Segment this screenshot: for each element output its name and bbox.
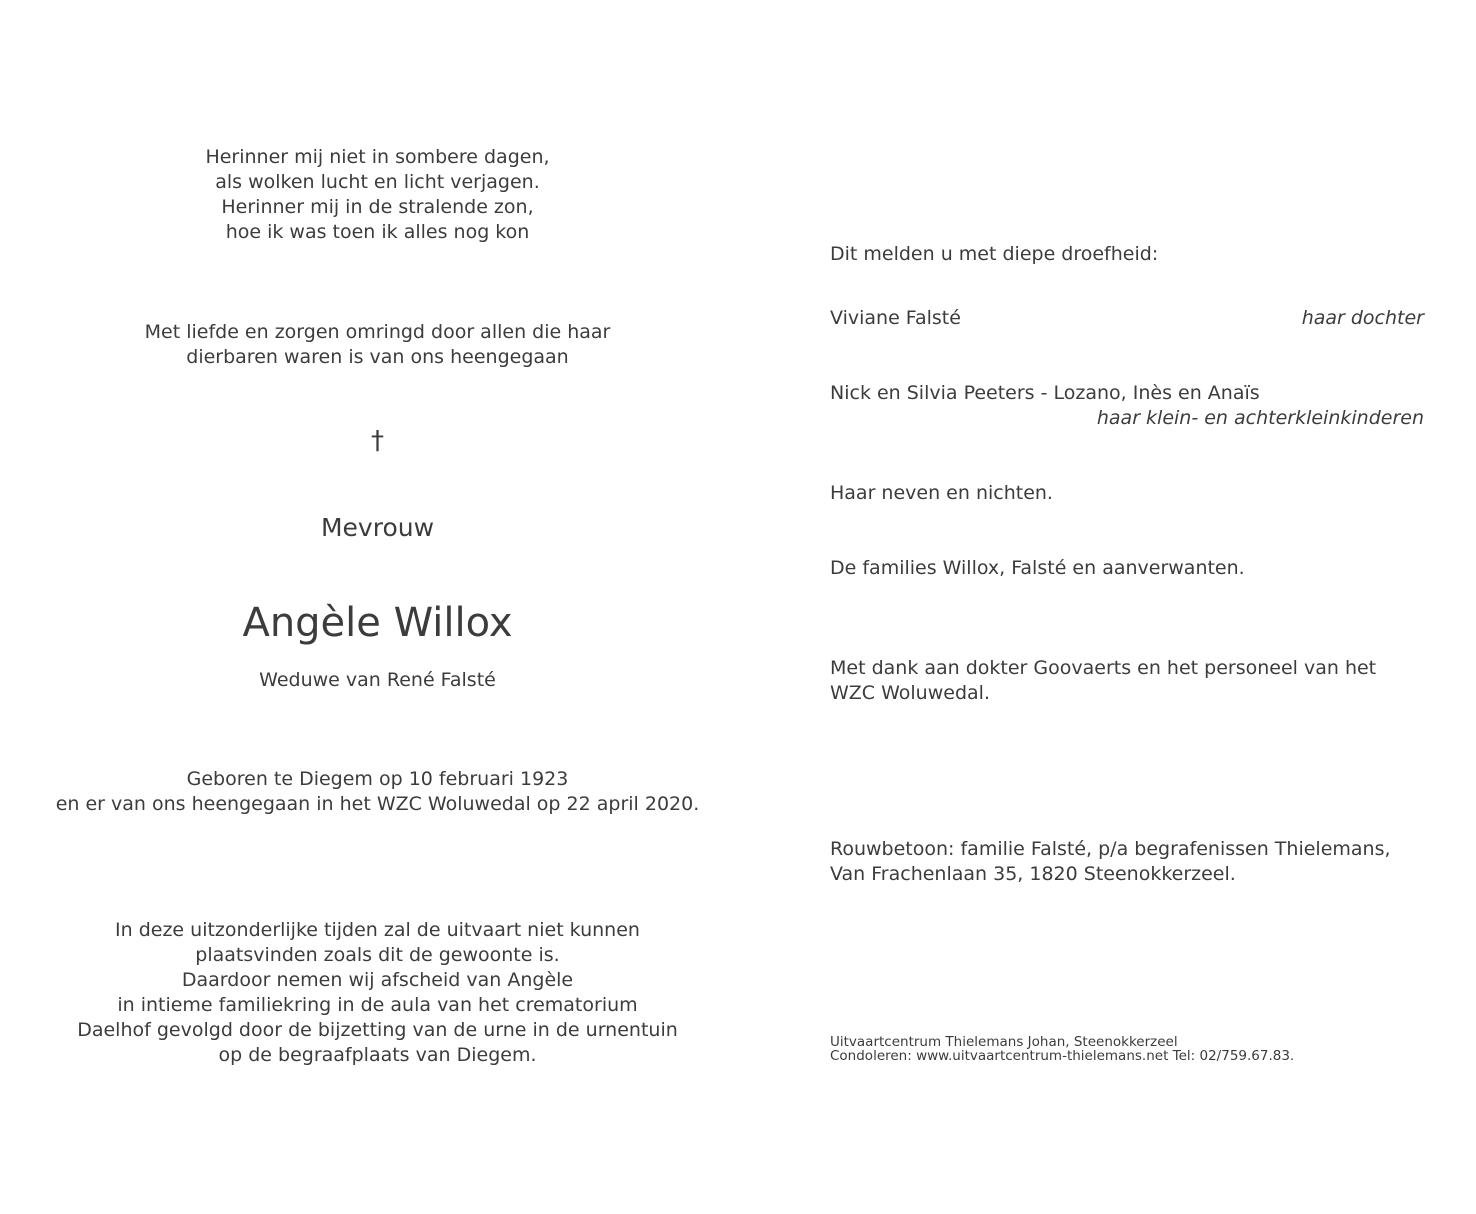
- mourner-name: Viviane Falsté: [830, 307, 961, 329]
- announcement: Dit melden u met diepe droefheid:: [830, 243, 1159, 265]
- condolence-address: [830, 837, 1424, 887]
- mourner-relation: haar klein- en achterkleinkinderen: [1096, 407, 1424, 429]
- funeral-home-footer: [830, 1035, 1424, 1063]
- cross-symbol: †: [371, 426, 384, 456]
- families-line: De families Willox, Falsté en aanverwanten.: [830, 557, 1245, 579]
- address-line: Rouwbetoon: familie Falsté, p/a begrafenissen Thielemans,: [830, 838, 1391, 860]
- footer-line: Condoleren: www.uitvaartcentrum-thielemans.net Tel: 02/759.67.83.: [830, 1048, 1295, 1064]
- salutation: Mevrouw: [320, 513, 435, 542]
- footer-line: Uitvaartcentrum Thielemans Johan, Steenokkerzeel: [830, 1034, 1178, 1050]
- poem-line: als wolken lucht en licht verjagen.: [215, 171, 540, 193]
- deceased-name: Angèle Willox: [242, 600, 513, 646]
- thanks-line: WZC Woluwedal.: [830, 682, 990, 704]
- poem: [0, 145, 755, 245]
- intro-text: [0, 320, 755, 370]
- address-line: Van Frachenlaan 35, 1820 Steenokkerzeel.: [830, 863, 1236, 885]
- nephews-line: Haar neven en nichten.: [830, 482, 1053, 504]
- notice-line: op de begraafplaats van Diegem.: [218, 1044, 537, 1066]
- notice-line: in intieme familiekring in de aula van het crematorium: [117, 994, 638, 1016]
- intro-line: dierbaren waren is van ons heengegaan: [186, 346, 569, 368]
- poem-line: Herinner mij niet in sombere dagen,: [205, 146, 550, 168]
- poem-line: hoe ik was toen ik alles nog kon: [225, 221, 530, 243]
- mourner-row: [830, 306, 1424, 331]
- mourner-name: Nick en Silvia Peeters - Lozano, Inès en Anaïs: [830, 382, 1260, 404]
- mourner-relation: haar dochter: [1301, 307, 1424, 329]
- thanks-line: Met dank aan dokter Goovaerts en het personeel van het: [830, 657, 1377, 679]
- widow-line: Weduwe van René Falsté: [259, 669, 496, 691]
- mourner-row: [830, 381, 1424, 431]
- birth-death-dates: [0, 767, 755, 817]
- notice-line: Daelhof gevolgd door de bijzetting van de urne in de urnentuin: [77, 1019, 678, 1041]
- notice-line: Daardoor nemen wij afscheid van Angèle: [181, 969, 574, 991]
- poem-line: Herinner mij in de stralende zon,: [221, 196, 534, 218]
- notice-line: plaatsvinden zoals dit de gewoonte is.: [195, 944, 560, 966]
- notice-line: In deze uitzonderlijke tijden zal de uitvaart niet kunnen: [115, 919, 640, 941]
- intro-line: Met liefde en zorgen omringd door allen die haar: [144, 321, 611, 343]
- date-line: en er van ons heengegaan in het WZC Woluwedal op 22 april 2020.: [55, 793, 700, 815]
- date-line: Geboren te Diegem op 10 februari 1923: [186, 768, 569, 790]
- funeral-notice: [0, 918, 755, 1068]
- thanks-text: [830, 656, 1424, 706]
